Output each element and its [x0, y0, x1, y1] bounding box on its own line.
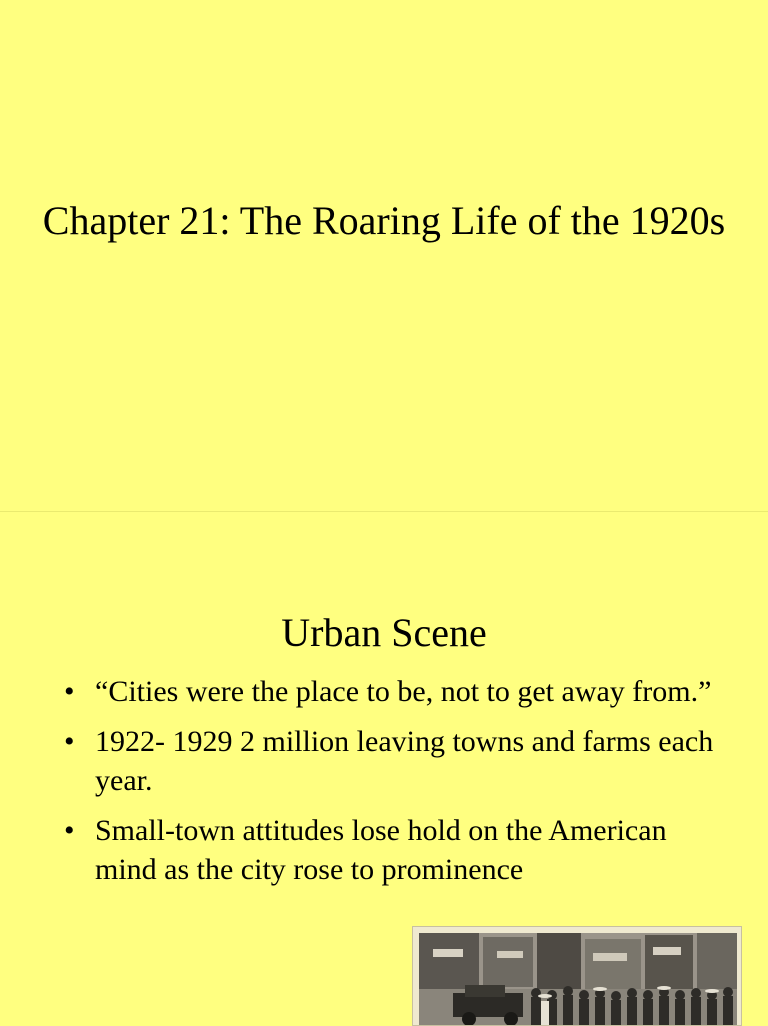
bullet-marker: •	[64, 725, 75, 758]
title-slide	[0, 0, 768, 512]
street-crowd-photo-icon	[413, 927, 742, 1026]
slide-title: Urban Scene	[281, 610, 487, 655]
bullet-item	[64, 672, 714, 711]
urban-scene-slide	[0, 512, 768, 1024]
bullet-marker: •	[64, 675, 75, 708]
bullet-marker: •	[64, 814, 75, 847]
chapter-title: Chapter 21: The Roaring Life of the 1920s	[42, 198, 726, 243]
bullet-text: “Cities were the place to be, not to get away from.”	[95, 675, 712, 708]
bullet-text: Small-town attitudes lose hold on the American mind as the city rose to prominence	[95, 814, 667, 886]
street-crowd-photo	[412, 926, 742, 1026]
bullet-list	[64, 672, 714, 900]
bullet-item	[64, 722, 714, 800]
bullet-text: 1922- 1929 2 million leaving towns and farms each year.	[95, 725, 714, 797]
bullet-item	[64, 811, 714, 889]
